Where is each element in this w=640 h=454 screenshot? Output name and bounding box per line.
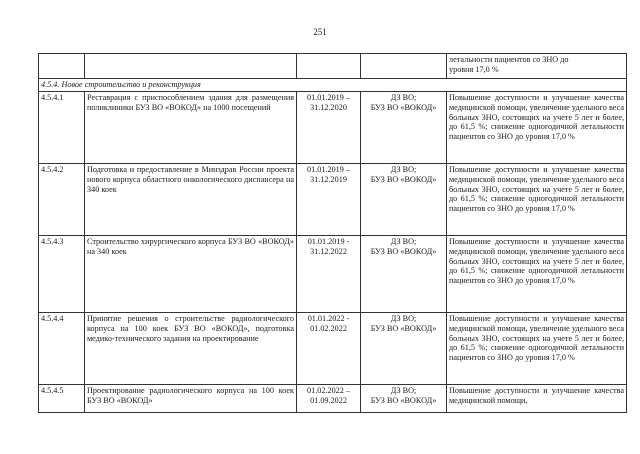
cell-title: Строительство хирургического корпуса БУЗ ВО «ВОКОД» на 340 коек (85, 235, 297, 312)
table-row (39, 91, 627, 163)
table-row (39, 384, 627, 412)
date-end: 01.09.2022 (310, 395, 347, 405)
executor-line: ДЗ ВО; (390, 313, 417, 323)
result-line: уровня 17,0 % (449, 64, 499, 74)
date-end: 31.12.2022 (310, 246, 347, 256)
cell-num (39, 54, 85, 79)
executor-line: ДЗ ВО; (390, 236, 417, 246)
date-start: 01.02.2022 – (307, 385, 350, 395)
executor-line: БУЗ ВО «ВОКОД» (370, 174, 437, 184)
date-end: 31.12.2020 (310, 102, 347, 112)
cell-result: Повышение доступности и улучшение качества медицинской помощи, увеличение удельного веса больных ЗНО, состоящих на учете 5 лет и более, до 61,5 %; снижение одногодичной летальности пациентов со ЗНО до уровня 17,0 % (447, 312, 627, 384)
date-start: 01.01.2022 - (307, 313, 350, 323)
cell-result: Повышение доступности и улучшение качества медицинской помощи, увеличение удельного веса больных ЗНО, состоящих на учете 5 лет и более, до 61,5 %; снижение одногодичной летальности пациентов со ЗНО до уровня 17,0 % (447, 163, 627, 235)
date-start: 01.01.2019 – (307, 92, 350, 102)
cell-result: Повышение доступности и улучшение качества медицинской помощи, (447, 384, 627, 412)
table-row (39, 163, 627, 235)
date-end: 01.02.2022 (310, 323, 347, 333)
executor-line: БУЗ ВО «ВОКОД» (370, 323, 437, 333)
table-row (39, 312, 627, 384)
cell-dates (297, 54, 361, 79)
section-row (39, 79, 627, 92)
date-start: 01.01.2019 – (307, 164, 350, 174)
cell-executor (361, 163, 447, 235)
cell-executor (361, 235, 447, 312)
cell-dates (297, 91, 361, 163)
executor-line: ДЗ ВО; (390, 92, 417, 102)
executor-line: БУЗ ВО «ВОКОД» (370, 246, 437, 256)
date-end: 31.12.2019 (310, 174, 347, 184)
cell-title: Реставрация с приспособлением здания для размещения поликлиники БУЗ ВО «ВОКОД» на 1000 посещений (85, 91, 297, 163)
measures-table (38, 53, 627, 413)
cell-num: 4.5.4.3 (39, 235, 85, 312)
cell-dates (297, 235, 361, 312)
cell-title (85, 54, 297, 79)
cell-dates (297, 163, 361, 235)
cell-num: 4.5.4.4 (39, 312, 85, 384)
cell-num: 4.5.4.2 (39, 163, 85, 235)
table-row-carry-over (39, 54, 627, 79)
cell-executor (361, 54, 447, 79)
cell-result: Повышение доступности и улучшение качества медицинской помощи, увеличение удельного веса больных ЗНО, состоящих на учете 5 лет и более, до 61,5 %; снижение одногодичной летальности пациентов со ЗНО до уровня 17,0 % (447, 235, 627, 312)
table-row (39, 235, 627, 312)
executor-line: БУЗ ВО «ВОКОД» (370, 102, 437, 112)
cell-title: Принятие решения о строительстве радиологического корпуса на 100 коек БУЗ ВО «ВОКОД», подготовка медико-технического задания на проектирование (85, 312, 297, 384)
executor-line: ДЗ ВО; (390, 164, 417, 174)
result-line: летальности пациентов со ЗНО до (449, 55, 569, 64)
executor-line: ДЗ ВО; (390, 385, 417, 395)
cell-title: Проектирование радиологического корпуса на 100 коек БУЗ ВО «ВОКОД» (85, 384, 297, 412)
cell-executor (361, 312, 447, 384)
cell-title: Подготовка и предоставление в Минздрав России проекта нового корпуса областного онкологического диспансера на 340 коек (85, 163, 297, 235)
cell-dates (297, 384, 361, 412)
cell-num: 4.5.4.5 (39, 384, 85, 412)
executor-line: БУЗ ВО «ВОКОД» (370, 395, 437, 405)
cell-result (447, 54, 627, 79)
cell-executor (361, 384, 447, 412)
section-title: 4.5.4. Новое строительство и реконструкция (39, 79, 627, 92)
cell-num: 4.5.4.1 (39, 91, 85, 163)
date-start: 01.01.2019 - (307, 236, 350, 246)
cell-result: Повышение доступности и улучшение качества медицинской помощи, увеличение удельного веса больных ЗНО, состоящих на учете 5 лет и более, до 61,5 %; снижение одногодичной летальности пациентов со ЗНО до уровня 17,0 % (447, 91, 627, 163)
page-number: 251 (313, 27, 327, 37)
cell-dates (297, 312, 361, 384)
cell-executor (361, 91, 447, 163)
